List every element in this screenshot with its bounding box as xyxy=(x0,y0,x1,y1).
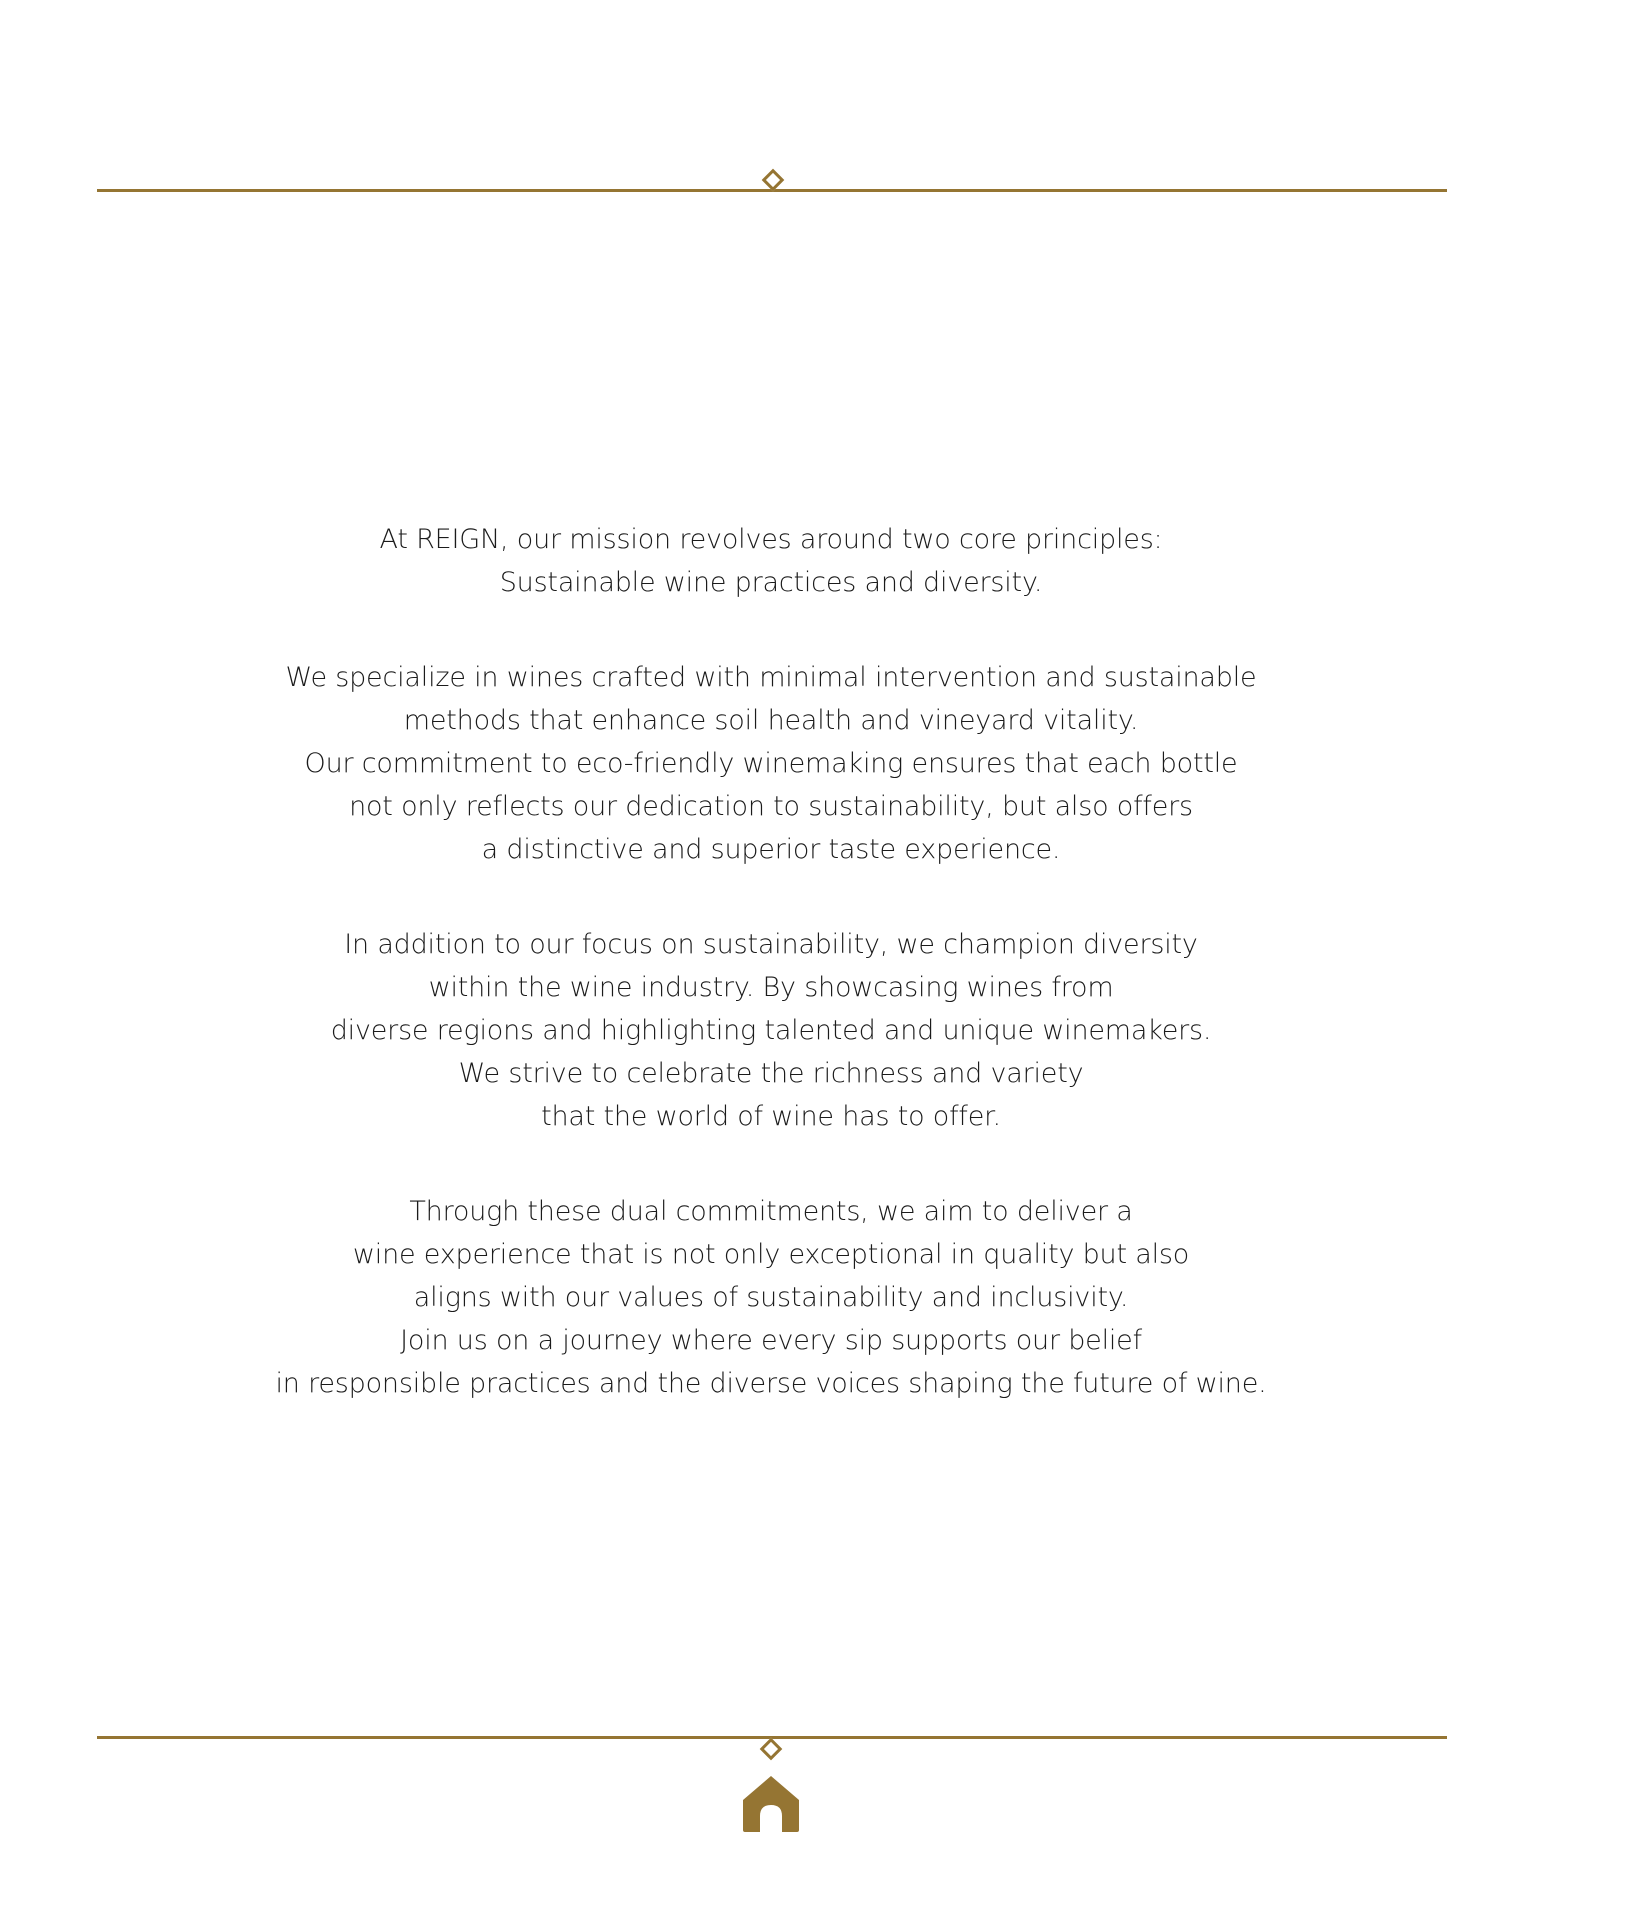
text-line: in responsible practices and the diverse voices shaping the future of wine. xyxy=(275,1368,1267,1399)
diamond-icon xyxy=(762,169,785,192)
text-line: diverse regions and highlighting talented and unique winemakers. xyxy=(330,1015,1212,1046)
paragraph-intro xyxy=(160,518,1382,604)
text-line: wine experience that is not only exceptional in quality but also xyxy=(352,1239,1190,1270)
text-line: a distinctive and superior taste experience. xyxy=(481,834,1061,865)
home-button[interactable] xyxy=(739,1770,803,1834)
text-line: not only reflects our dedication to sustainability, but also offers xyxy=(349,791,1193,822)
text-line: Join us on a journey where every sip supports our belief xyxy=(400,1325,1142,1356)
paragraph-sustainability xyxy=(160,656,1382,871)
text-line: Our commitment to eco-friendly winemaking ensures that each bottle xyxy=(304,748,1238,779)
mission-statement xyxy=(160,518,1382,1457)
text-line: We specialize in wines crafted with minimal intervention and sustainable xyxy=(285,662,1257,693)
text-line: that the world of wine has to offer. xyxy=(541,1101,1001,1132)
text-line: Sustainable wine practices and diversity. xyxy=(499,567,1043,598)
paragraph-commitments xyxy=(160,1190,1382,1405)
text-line: We strive to celebrate the richness and variety xyxy=(458,1058,1084,1089)
home-icon xyxy=(739,1770,803,1834)
text-line: within the wine industry. By showcasing wines from xyxy=(428,972,1114,1003)
text-line: methods that enhance soil health and vineyard vitality. xyxy=(403,705,1139,736)
paragraph-diversity xyxy=(160,923,1382,1138)
text-line: At REIGN, our mission revolves around two core principles: xyxy=(379,524,1163,555)
text-line: aligns with our values of sustainability and inclusivity. xyxy=(413,1282,1129,1313)
text-line: In addition to our focus on sustainability, we champion diversity xyxy=(344,929,1198,960)
diamond-icon xyxy=(760,1738,783,1761)
text-line: Through these dual commitments, we aim to deliver a xyxy=(409,1196,1133,1227)
